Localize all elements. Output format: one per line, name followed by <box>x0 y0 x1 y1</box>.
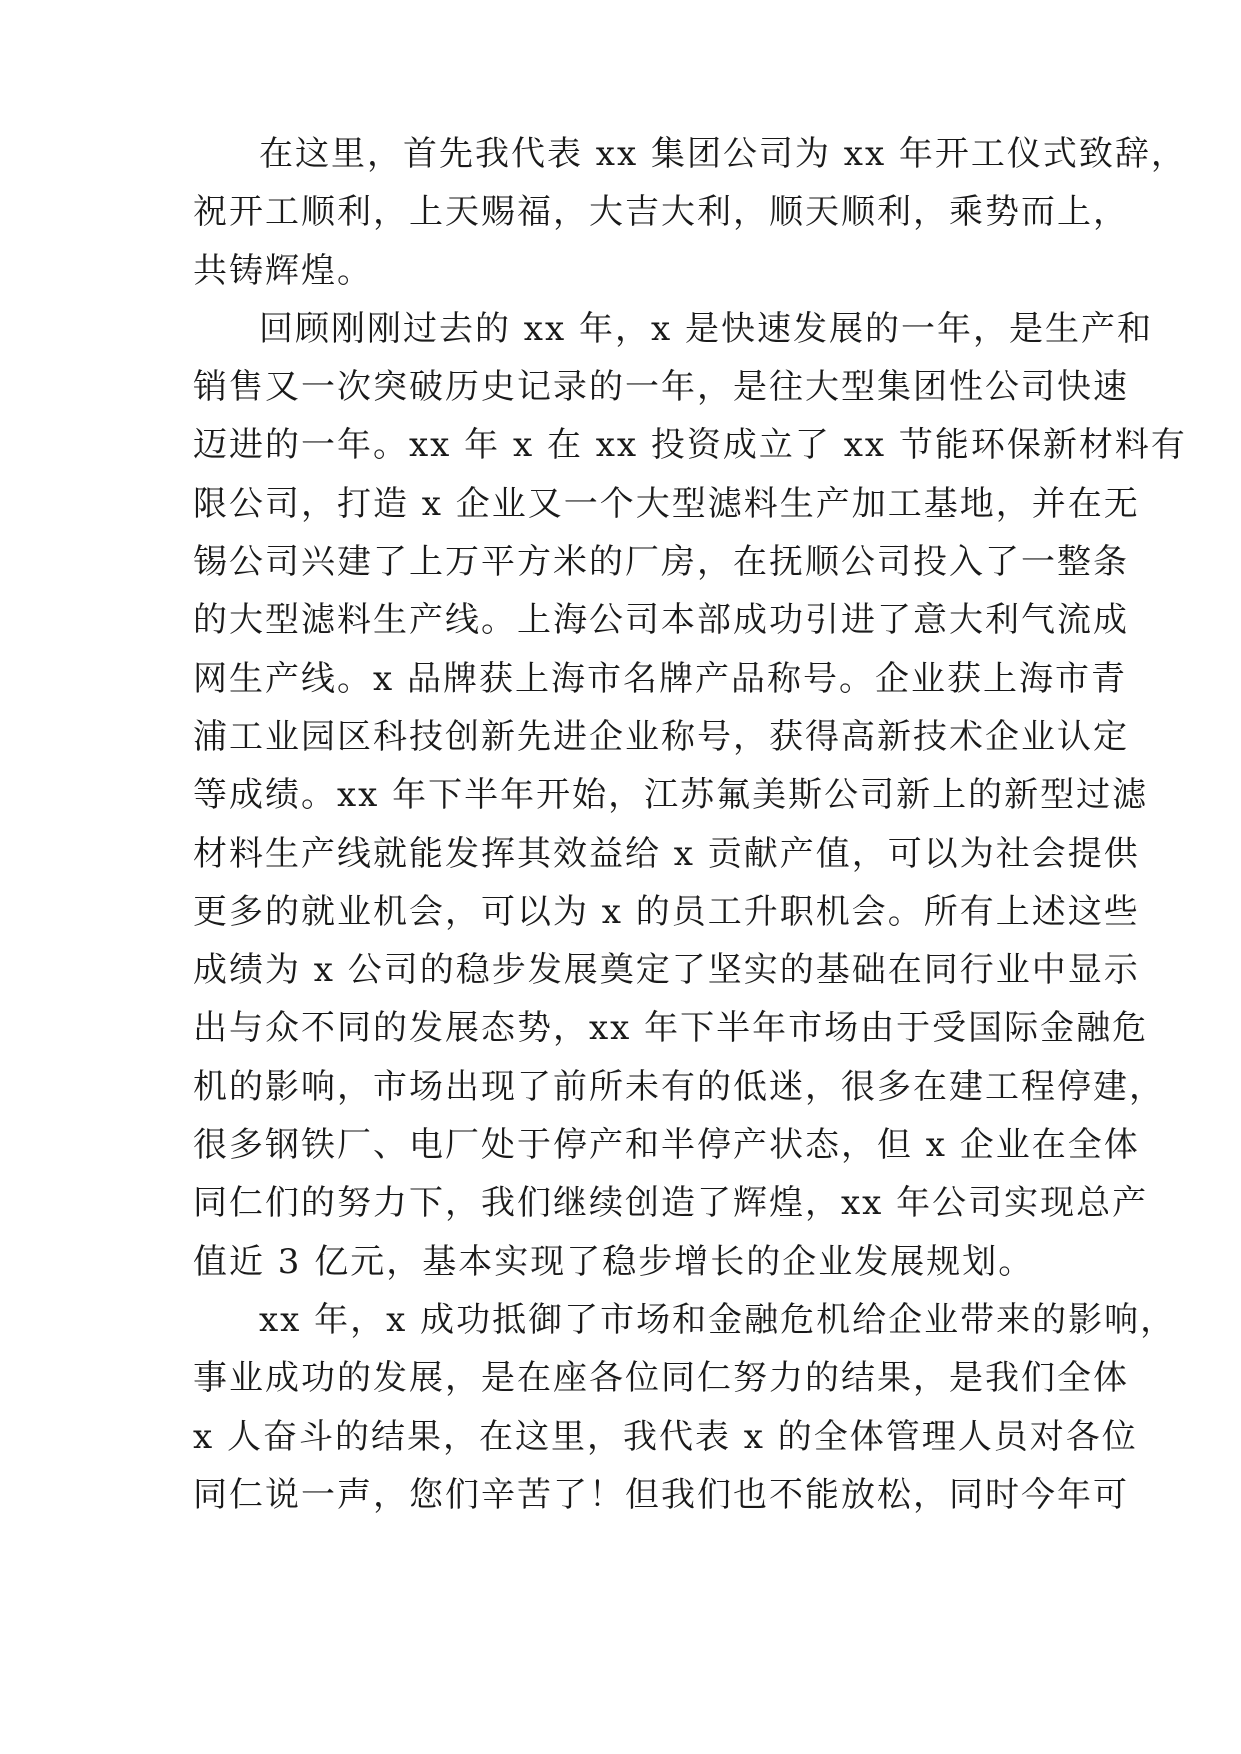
paragraph-2-line-13: 出与众不同的发展态势，xx 年下半年市场由于受国际金融危 <box>193 1008 1149 1049</box>
paragraph-2-line-3: 迈进的一年。xx 年 x 在 xx 投资成立了 xx 节能环保新材料有 <box>193 425 1187 466</box>
paragraph-2-line-9: 等成绩。xx 年下半年开始，江苏氟美斯公司新上的新型过滤 <box>193 775 1149 816</box>
paragraph-2-line-8: 浦工业园区科技创新先进企业称号，获得高新技术企业认定 <box>193 716 1129 757</box>
paragraph-3-line-3: x 人奋斗的结果，在这里，我代表 x 的全体管理人员对各位 <box>193 1416 1138 1457</box>
paragraph-1-line-3: 共铸辉煌。 <box>193 250 373 291</box>
paragraph-1-line-2: 祝开工顺利，上天赐福，大吉大利，顺天顺利，乘势而上， <box>193 192 1129 233</box>
paragraph-2-line-11: 更多的就业机会，可以为 x 的员工升职机会。所有上述这些 <box>193 891 1140 932</box>
paragraph-3-line-1: xx 年，x 成功抵御了市场和金融危机给企业带来的影响， <box>259 1299 1177 1340</box>
paragraph-1-line-1: 在这里，首先我代表 xx 集团公司为 xx 年开工仪式致辞， <box>259 134 1187 174</box>
paragraph-2-line-6: 的大型滤料生产线。上海公司本部成功引进了意大利气流成 <box>193 600 1129 641</box>
paragraph-2-line-16: 同仁们的努力下，我们继续创造了辉煌，xx 年公司实现总产 <box>193 1183 1149 1224</box>
paragraph-2-line-5: 锡公司兴建了上万平方米的厂房，在抚顺公司投入了一整条 <box>193 542 1129 583</box>
paragraph-2-line-4: 限公司，打造 x 企业又一个大型滤料生产加工基地，并在无 <box>193 483 1140 524</box>
body-text <box>193 125 1187 1524</box>
paragraph-2-line-7: 网生产线。x 品牌获上海市名牌产品称号。企业获上海市青 <box>193 658 1127 699</box>
paragraph-2-line-2: 销售又一次突破历史记录的一年，是往大型集团性公司快速 <box>193 367 1129 408</box>
paragraph-3-line-4: 同仁说一声，您们辛苦了！但我们也不能放松，同时今年可 <box>193 1474 1129 1515</box>
paragraph-2-line-12: 成绩为 x 公司的稳步发展奠定了坚实的基础在同行业中显示 <box>193 950 1140 991</box>
paragraph-3-line-2: 事业成功的发展，是在座各位同仁努力的结果，是我们全体 <box>193 1358 1129 1399</box>
paragraph-2-line-1: 回顾刚刚过去的 xx 年，x 是快速发展的一年，是生产和 <box>259 308 1153 349</box>
paragraph-2-line-10: 材料生产线就能发挥其效益给 x 贡献产值，可以为社会提供 <box>193 833 1140 874</box>
paragraph-2-line-17: 值近 3 亿元，基本实现了稳步增长的企业发展规划。 <box>193 1241 1035 1282</box>
paragraph-2-line-15: 很多钢铁厂、电厂处于停产和半停产状态，但 x 企业在全体 <box>193 1125 1140 1166</box>
paragraph-2-line-14: 机的影响，市场出现了前所未有的低迷，很多在建工程停建， <box>193 1066 1165 1107</box>
